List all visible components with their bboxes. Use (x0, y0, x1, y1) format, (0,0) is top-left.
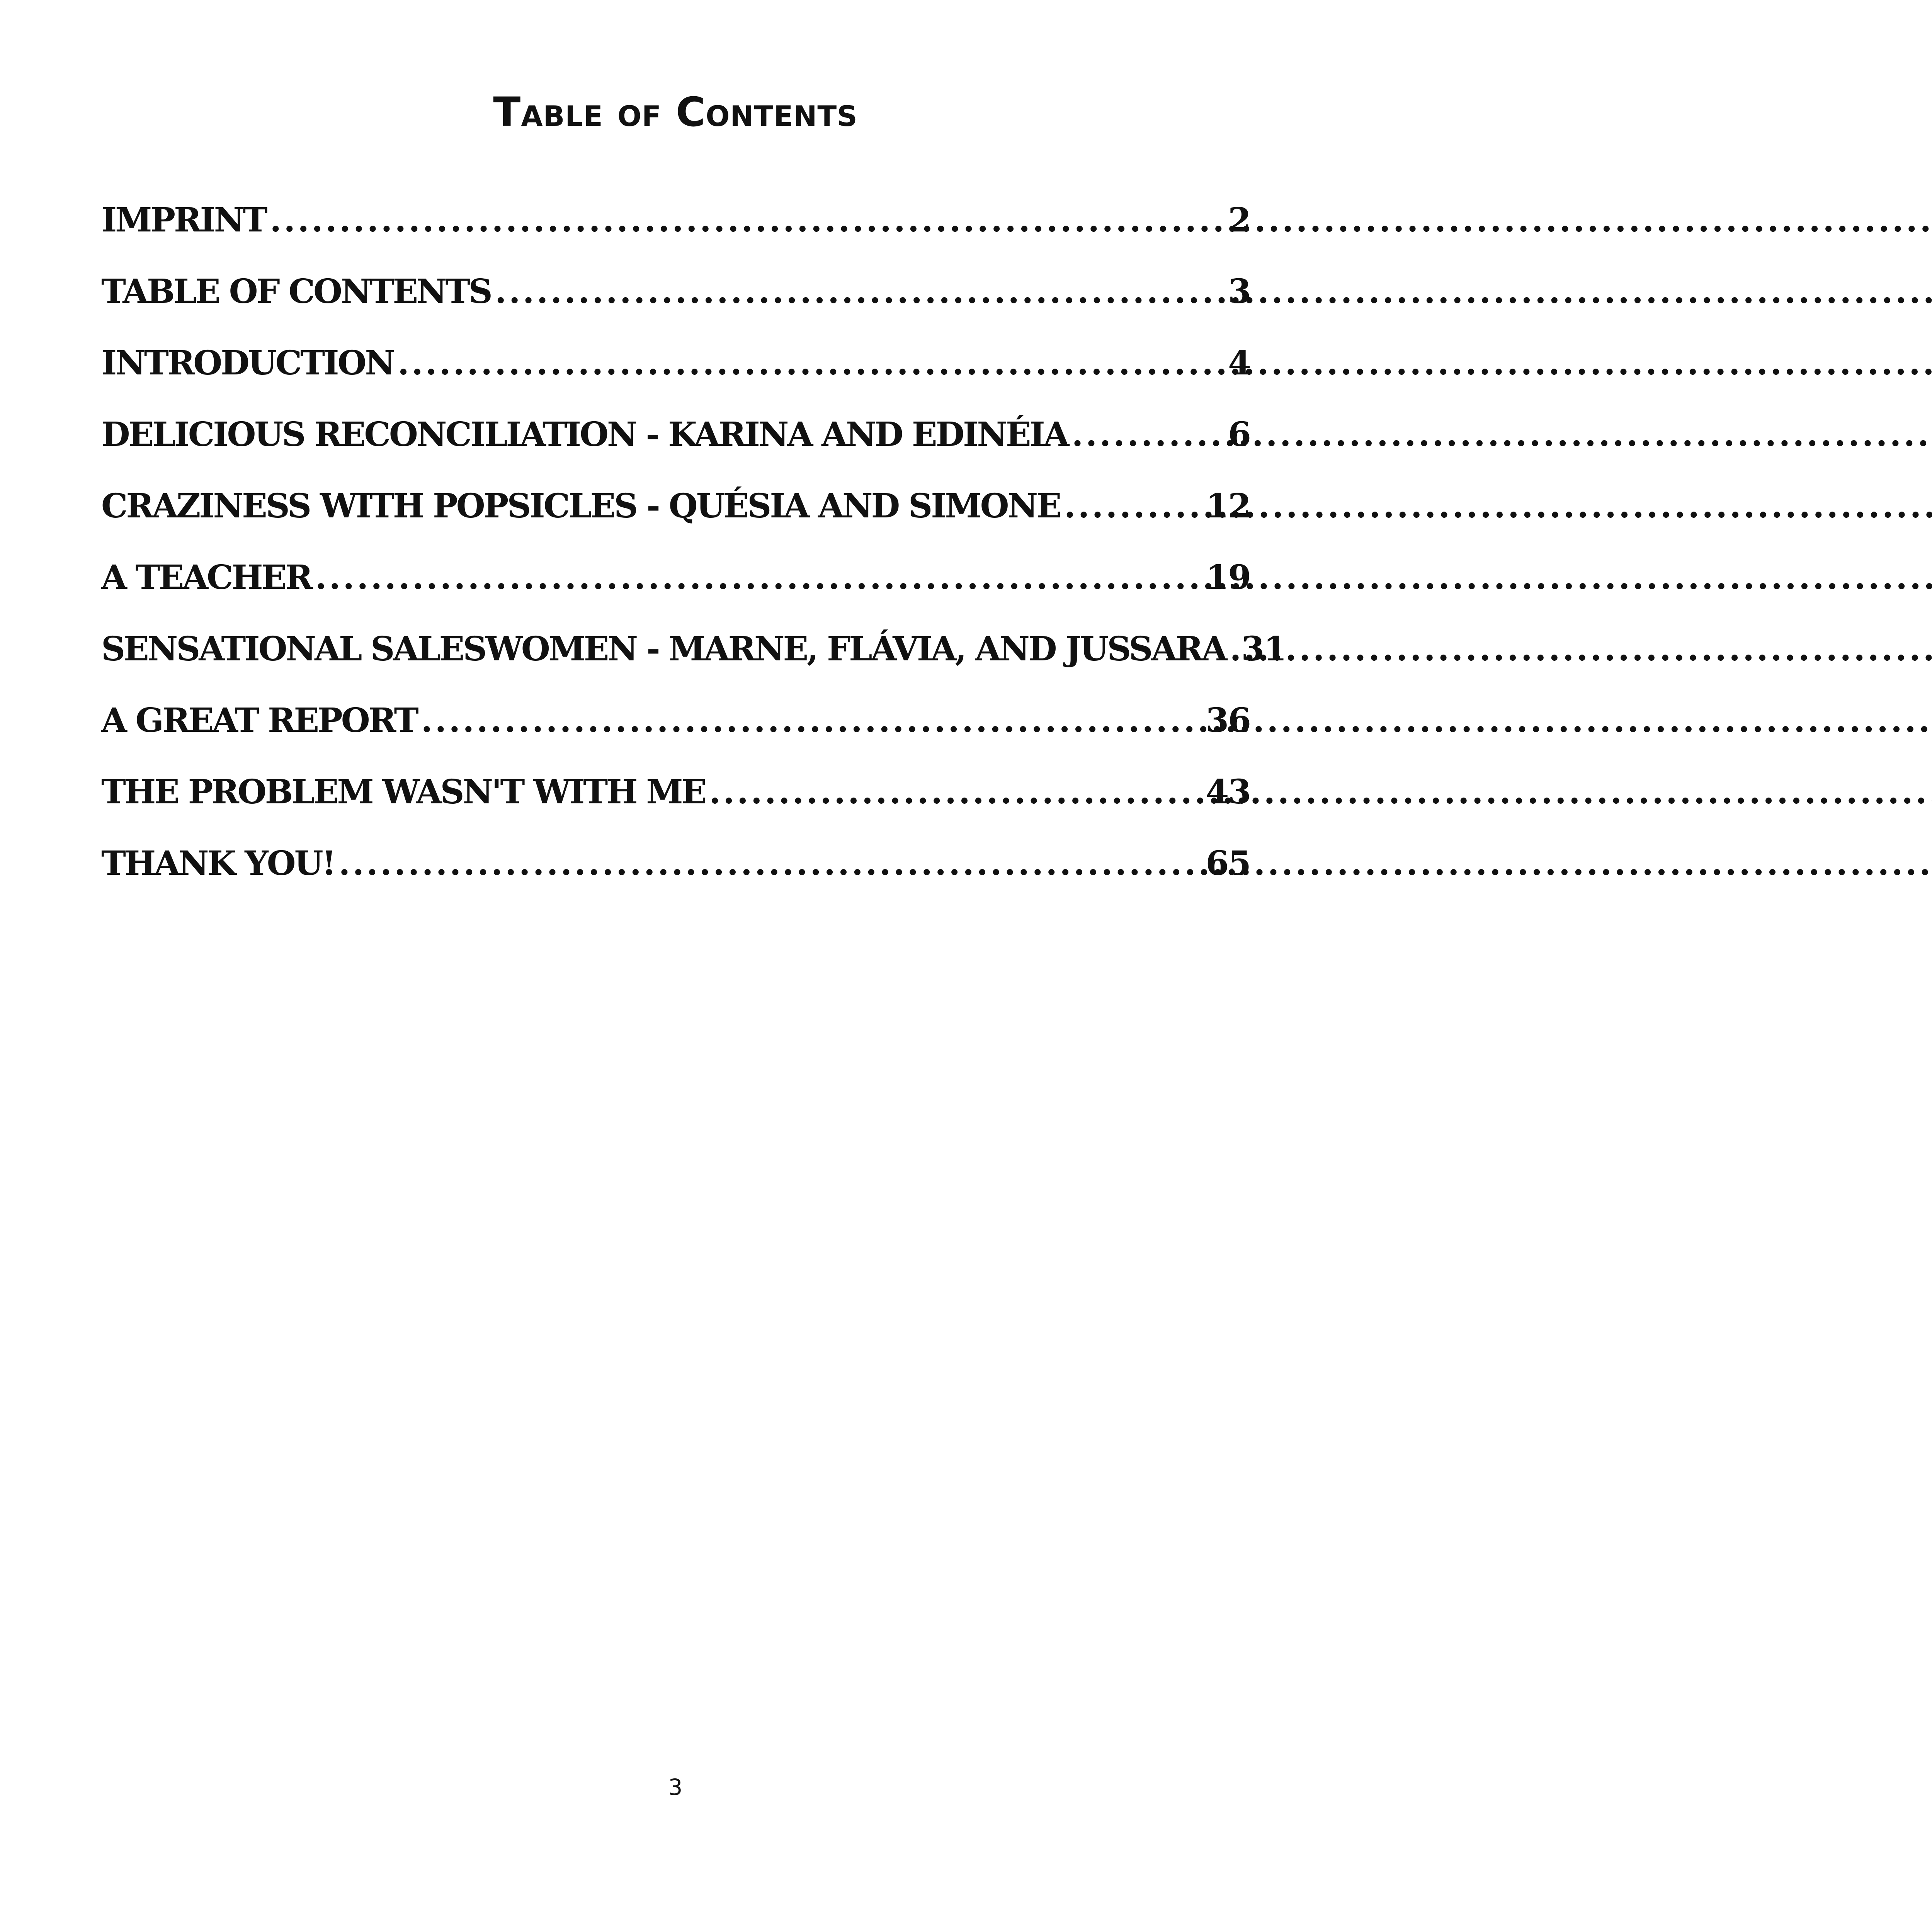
toc-entry[interactable] (101, 267, 1250, 338)
table-of-contents (101, 195, 1286, 910)
toc-entry[interactable] (101, 410, 1250, 481)
toc-dot-leader (495, 267, 1224, 317)
toc-entry[interactable] (101, 696, 1250, 767)
toc-entry[interactable] (101, 338, 1250, 410)
toc-dot-leader (1230, 624, 1237, 674)
toc-entry-page: 6 (1228, 415, 1250, 454)
toc-entry-title: INTRODUCTION (101, 344, 394, 383)
toc-entry[interactable] (101, 481, 1250, 553)
toc-dot-leader (315, 553, 1202, 603)
toc-entry-title: TABLE OF CONTENTS (101, 272, 491, 311)
page-number: 3 (668, 1774, 683, 1800)
toc-entry[interactable] (101, 195, 1250, 267)
toc-entry-page: 2 (1228, 201, 1250, 240)
toc-entry-page: 19 (1206, 558, 1250, 597)
toc-entry-title: THANK YOU! (101, 844, 335, 883)
page-title: Table of Contents (493, 88, 858, 136)
toc-dot-leader (709, 767, 1202, 817)
toc-entry-page: 31 (1241, 629, 1286, 668)
toc-dot-leader (421, 696, 1202, 746)
toc-entry-title: DELICIOUS RECONCILIATION - KARINA AND EDINÉIA (101, 415, 1068, 454)
toc-dot-leader (1071, 410, 1224, 460)
toc-entry-title: A TEACHER (101, 558, 311, 597)
toc-entry-title: THE PROBLEM WASN'T WITH ME (101, 772, 706, 811)
toc-entry[interactable] (101, 624, 1286, 696)
toc-entry[interactable] (101, 767, 1250, 839)
toc-entry-page: 36 (1206, 701, 1250, 740)
toc-entry[interactable] (101, 553, 1250, 624)
toc-dot-leader (270, 195, 1224, 245)
toc-entry-page: 65 (1206, 844, 1250, 883)
toc-dot-leader (1064, 481, 1202, 531)
toc-entry-page: 12 (1206, 486, 1250, 526)
toc-dot-leader (338, 839, 1202, 889)
toc-entry-page: 3 (1228, 272, 1250, 311)
toc-entry-title: IMPRINT (101, 201, 266, 240)
toc-entry-title: A GREAT REPORT (101, 701, 417, 740)
toc-entry[interactable] (101, 839, 1250, 910)
toc-entry-title: CRAZINESS WITH POPSICLES - QUÉSIA AND SIMONE (101, 486, 1060, 526)
toc-dot-leader (398, 338, 1224, 388)
toc-entry-title: SENSATIONAL SALESWOMEN - MARNE, FLÁVIA, AND JUSSARA (101, 629, 1226, 668)
toc-entry-page: 43 (1206, 772, 1250, 811)
toc-entry-page: 4 (1228, 344, 1250, 383)
